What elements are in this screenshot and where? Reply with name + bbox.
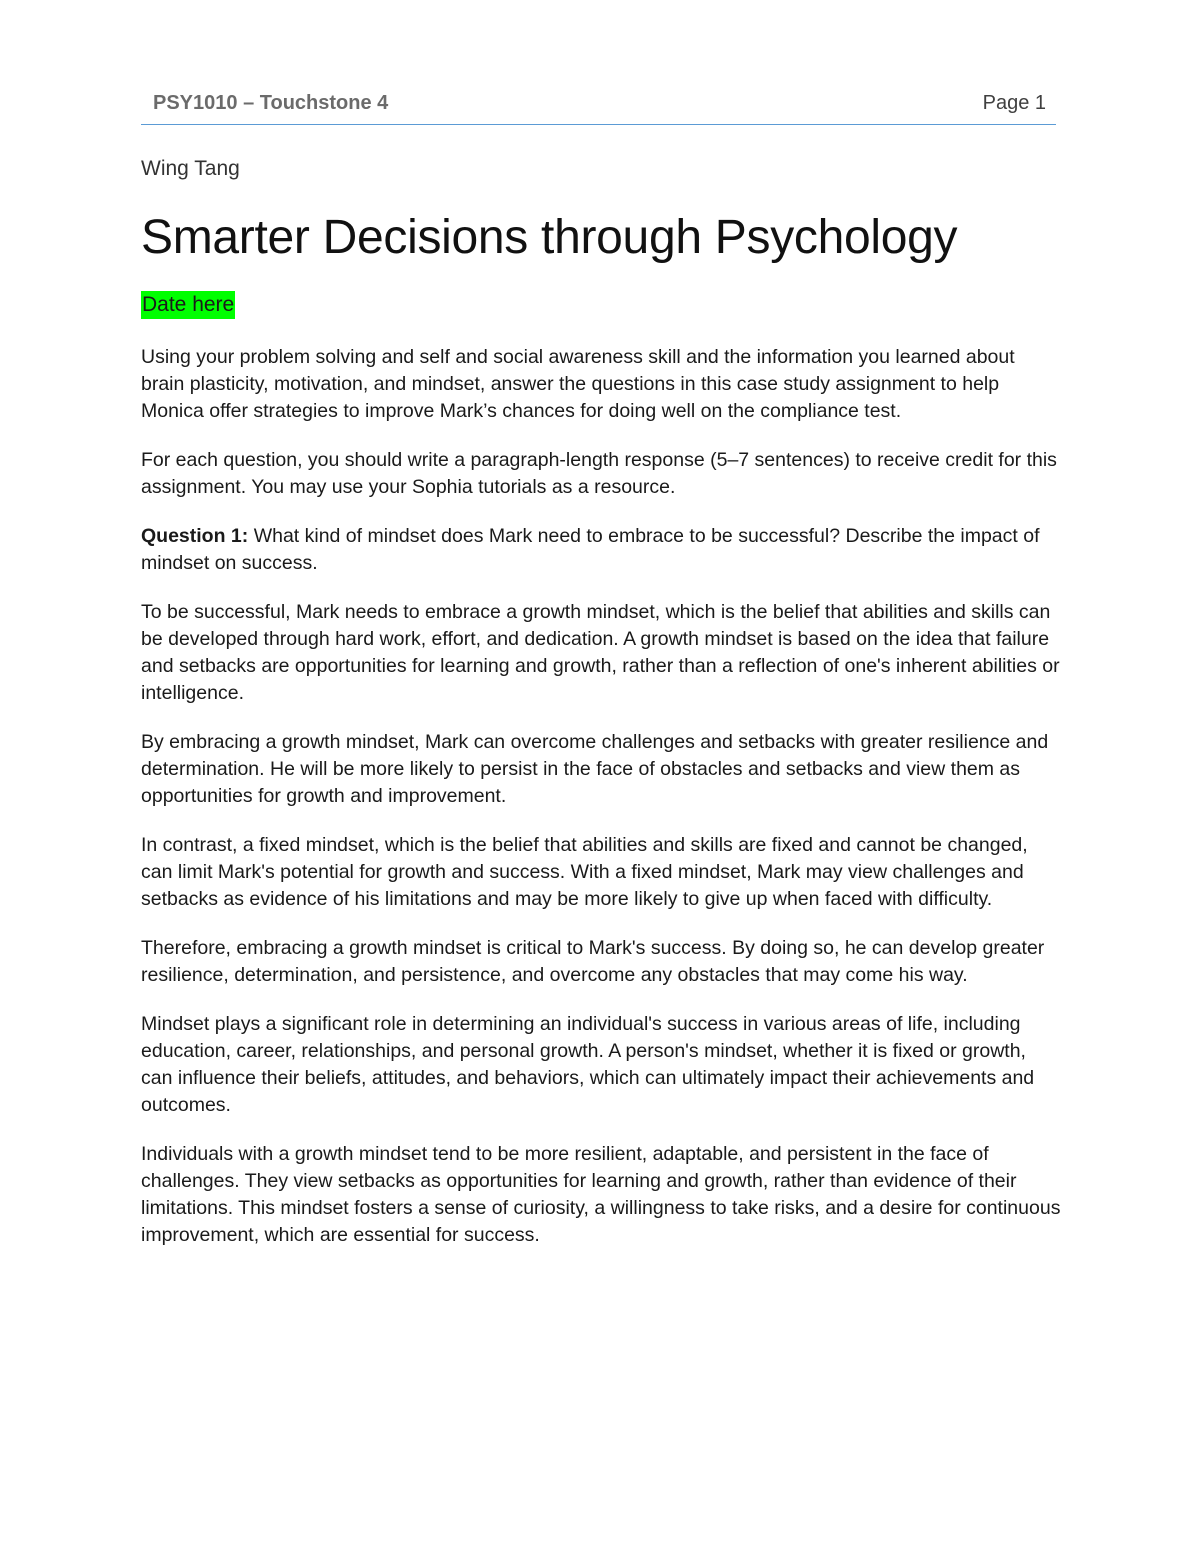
- date-placeholder: Date here: [141, 291, 235, 319]
- question-1: [141, 523, 1061, 577]
- answer-paragraph: Therefore, embracing a growth mindset is critical to Mark's success. By doing so, he can develop greater resilience, determination, and persistence, and overcome any obstacles that may come his way.: [141, 937, 1045, 986]
- question-1-text: What kind of mindset does Mark need to embrace to be successful? Describe the impact of mindset on success.: [141, 525, 1040, 574]
- answer-paragraph: Individuals with a growth mindset tend to be more resilient, adaptable, and persistent in the face of challenges. They view setbacks as opportunities for learning and growth, rather than evidence of their limitations. This mindset fosters a sense of curiosity, a willingness to take risks, and a desire for continuous improvement, which are essential for success.: [141, 1143, 1061, 1246]
- answer-paragraph: In contrast, a fixed mindset, which is the belief that abilities and skills are fixed and cannot be changed, can limit Mark's potential for growth and success. With a fixed mindset, Mark may view challenges and setbacks as evidence of his limitations and may be more likely to give up when faced with difficulty.: [141, 834, 1028, 910]
- author-name: Wing Tang: [141, 157, 240, 180]
- document-body: [141, 344, 1061, 1271]
- intro-paragraph: Using your problem solving and self and social awareness skill and the information you learned about brain plasticity, motivation, and mindset, answer the questions in this case study assignment to help Monica offer strategies to improve Mark’s chances for doing well on the compliance test.: [141, 346, 1015, 422]
- answer-paragraph: By embracing a growth mindset, Mark can overcome challenges and setbacks with greater resilience and determination. He will be more likely to persist in the face of obstacles and setbacks and view them as opportunities for growth and improvement.: [141, 731, 1049, 807]
- question-1-label: Question 1:: [141, 525, 249, 547]
- header-course-title: PSY1010 – Touchstone 4: [153, 92, 389, 114]
- header-page-number: Page 1: [982, 92, 1046, 114]
- answer-paragraph: To be successful, Mark needs to embrace a growth mindset, which is the belief that abilities and skills can be developed through hard work, effort, and dedication. A growth mindset is based on the idea that failure and setbacks are opportunities for learning and growth, rather than a reflection of one's inherent abilities or intelligence.: [141, 601, 1060, 704]
- intro-paragraph: For each question, you should write a paragraph-length response (5–7 sentences) to receive credit for this assignment. You may use your Sophia tutorials as a resource.: [141, 449, 1057, 498]
- answer-paragraph: Mindset plays a significant role in determining an individual's success in various areas of life, including education, career, relationships, and personal growth. A person's mindset, whether it is fixed or growth, can influence their beliefs, attitudes, and behaviors, which can ultimately impact their achievements and outcomes.: [141, 1013, 1035, 1116]
- document-title: Smarter Decisions through Psychology: [141, 211, 958, 264]
- page-header: [141, 90, 1056, 125]
